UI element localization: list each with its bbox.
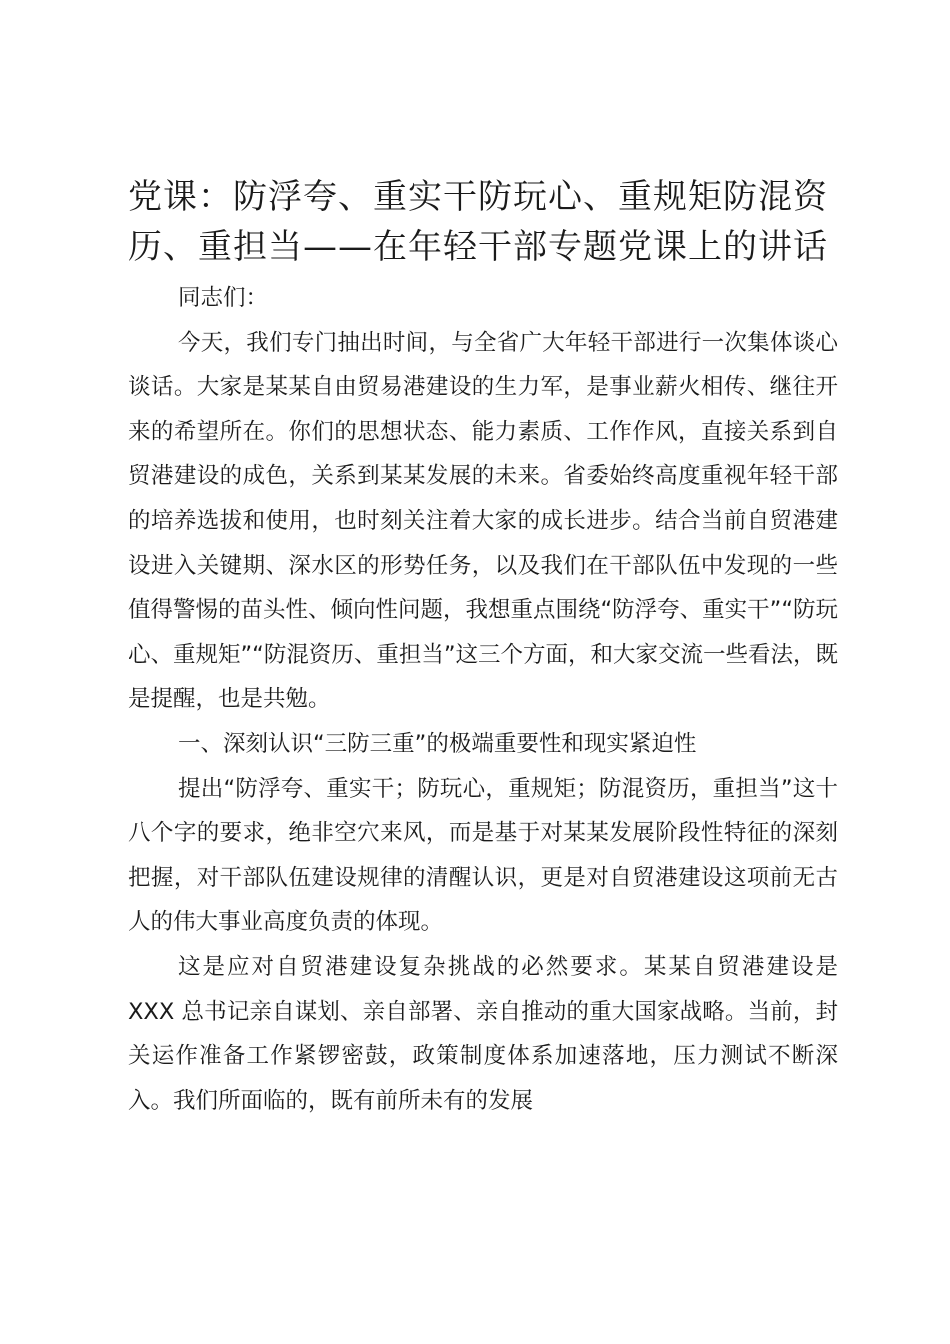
document-body [128,276,838,1123]
document-title [128,172,838,272]
title-line-1: 党课：防浮夸、重实干防玩心、重规矩防混资 [128,177,828,217]
paragraph-challenges: 这是应对自贸港建设复杂挑战的必然要求。某某自贸港建设是 XXX 总书记亲自谋划、亲自部署、亲自推动的重大国家战略。当前，封关运作准备工作紧锣密鼓，政策制度体系加速落地，压力测试不断深入。我们所面临的，既有前所未有的发展 [128,953,838,1114]
title-line-2: 历、重担当——在年轻干部专题党课上的讲话 [128,227,828,267]
section-heading-1: 一、深刻认识“三防三重”的极端重要性和现实紧迫性 [178,730,697,757]
paragraph-requirements: 提出“防浮夸、重实干；防玩心，重规矩；防混资历，重担当”这十八个字的要求，绝非空穴来风，而是基于对某某发展阶段性特征的深刻把握，对干部队伍建设规律的清醒认识，更是对自贸港建设这项前无古人的伟大事业高度负责的体现。 [128,775,838,936]
paragraph-intro: 今天，我们专门抽出时间，与全省广大年轻干部进行一次集体谈心谈话。大家是某某自由贸易港建设的生力军，是事业薪火相传、继往开来的希望所在。你们的思想状态、能力素质、工作作风，直接关系到自贸港建设的成色，关系到某某发展的未来。省委始终高度重视年轻干部的培养选拔和使用，也时刻关注着大家的成长进步。结合当前自贸港建设进入关键期、深水区的形势任务，以及我们在干部队伍中发现的一些值得警惕的苗头性、倾向性问题，我想重点围绕“防浮夸、重实干”“防玩心、重规矩”“防混资历、重担当”这三个方面，和大家交流一些看法，既是提醒，也是共勉。 [128,329,838,713]
salutation: 同志们： [178,285,269,311]
